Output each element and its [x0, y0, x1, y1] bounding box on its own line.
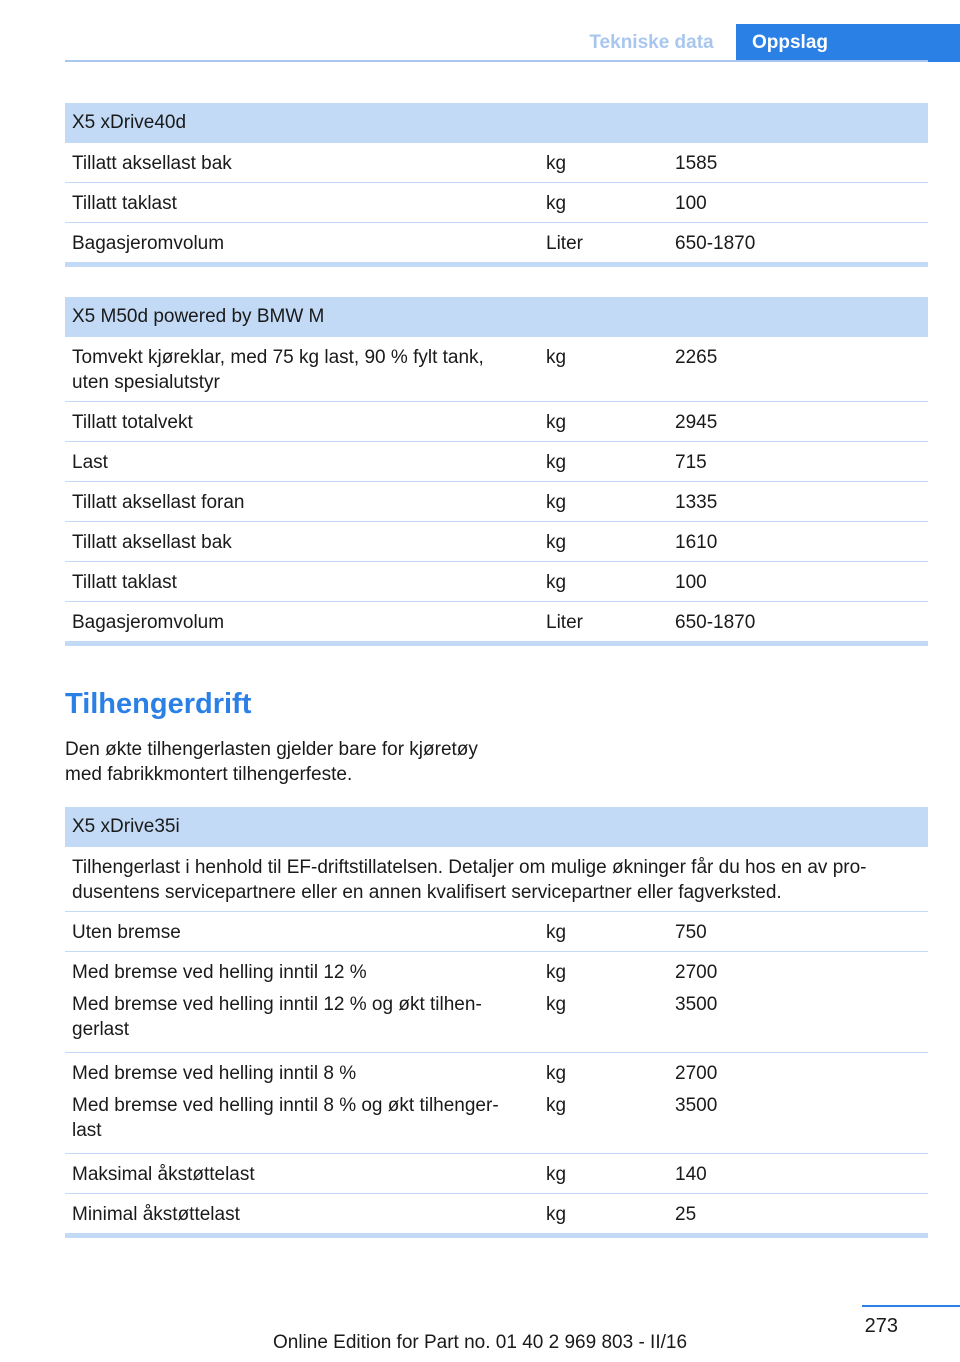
row-value: 3500 — [675, 1095, 718, 1116]
row-unit: kg — [546, 452, 567, 473]
row-label: Tillatt aksellast bak — [72, 153, 232, 174]
header-divider — [65, 60, 928, 62]
row-value: 1335 — [675, 492, 718, 513]
row-unit: Liter — [546, 233, 583, 254]
row-label: Med bremse ved helling inntil 8 % og økt tilhengerlast — [72, 1095, 499, 1141]
row-unit: kg — [546, 1095, 567, 1116]
row-unit: kg — [546, 994, 567, 1015]
row-value: 1610 — [675, 532, 718, 553]
row-value: 140 — [675, 1164, 707, 1185]
table-subrow — [65, 985, 928, 1042]
row-value: 650-1870 — [675, 233, 756, 254]
row-value: 25 — [675, 1204, 697, 1225]
header-tab-tekniske-data[interactable]: Tekniske data — [589, 32, 714, 53]
table-row — [65, 183, 928, 223]
section-text: Den økte tilhengerlasten gjelder bare for kjøretøy med fabrikkmontert tilhengerfeste. — [65, 739, 478, 785]
table-footer-bar — [65, 641, 928, 646]
table-row-group — [65, 1053, 928, 1154]
row-label: Last — [72, 452, 108, 473]
table-x5-xdrive35i — [65, 807, 928, 1238]
table-row — [65, 912, 928, 952]
row-unit: kg — [546, 412, 567, 433]
table-x5-xdrive40d — [65, 103, 928, 267]
table-row — [65, 223, 928, 262]
table-row — [65, 1154, 928, 1194]
row-value: 2700 — [675, 962, 718, 983]
row-label: Tillatt taklast — [72, 193, 177, 214]
row-label: Bagasjeromvolum — [72, 612, 225, 633]
row-unit: kg — [546, 532, 567, 553]
row-unit: kg — [546, 193, 567, 214]
edition-footer: Online Edition for Part no. 01 40 2 969 803 - II/16 — [272, 1332, 688, 1353]
table-row — [65, 482, 928, 522]
row-label: Med bremse ved helling inntil 12 % og økt tilhengerlast — [72, 994, 482, 1040]
row-value: 650-1870 — [675, 612, 756, 633]
row-unit: kg — [546, 492, 567, 513]
table-row — [65, 1194, 928, 1233]
row-label: Maksimal åkstøttelast — [72, 1164, 255, 1185]
row-label: Minimal åkstøttelast — [72, 1204, 240, 1225]
page-number-rule — [862, 1305, 960, 1307]
row-unit: kg — [546, 1164, 567, 1185]
row-value: 1585 — [675, 153, 718, 174]
row-label: Tillatt totalvekt — [72, 412, 193, 433]
row-value: 3500 — [675, 994, 718, 1015]
row-unit: kg — [546, 153, 567, 174]
row-label: Med bremse ved helling inntil 8 % — [72, 1063, 357, 1084]
table-row — [65, 442, 928, 482]
table-footer-bar — [65, 1233, 928, 1238]
row-label: Uten bremse — [72, 922, 181, 943]
row-value: 2945 — [675, 412, 718, 433]
table-row — [65, 602, 928, 641]
row-label: Tomvekt kjøreklar, med 75 kg last, 90 % fylt tank, uten spesialutstyr — [72, 347, 484, 393]
table-note: Tilhengerlast i henhold til EF-driftstillatelsen. Detaljer om mulige økninger får du hos en av produsentens servicepartnere eller en annen kvalifisert servicepartner eller fagverksted. — [65, 847, 928, 912]
table-row — [65, 522, 928, 562]
table-row — [65, 143, 928, 183]
row-label: Tillatt taklast — [72, 572, 177, 593]
table-title: X5 M50d powered by BMW M — [65, 297, 928, 337]
table-x5-m50d — [65, 297, 928, 646]
row-value: 715 — [675, 452, 707, 473]
section-title: Tilhengerdrift — [65, 688, 252, 720]
row-unit: kg — [546, 922, 567, 943]
table-title: X5 xDrive40d — [65, 103, 928, 143]
row-unit: kg — [546, 962, 567, 983]
row-label: Bagasjeromvolum — [72, 233, 225, 254]
table-subrow — [65, 1061, 928, 1086]
row-unit: kg — [546, 1204, 567, 1225]
table-subrow — [65, 960, 928, 985]
row-value: 100 — [675, 193, 707, 214]
row-unit: kg — [546, 572, 567, 593]
row-label: Med bremse ved helling inntil 12 % — [72, 962, 367, 983]
row-unit: Liter — [546, 612, 583, 633]
row-value: 100 — [675, 572, 707, 593]
page-number: 273 — [864, 1315, 898, 1337]
table-footer-bar — [65, 262, 928, 267]
table-subrow — [65, 1086, 928, 1143]
row-unit: kg — [546, 347, 567, 368]
header-tab-oppslag[interactable]: Oppslag — [736, 24, 960, 62]
row-value: 750 — [675, 922, 707, 943]
row-unit: kg — [546, 1063, 567, 1084]
row-label: Tillatt aksellast foran — [72, 492, 245, 513]
row-value: 2265 — [675, 347, 718, 368]
table-row — [65, 337, 928, 402]
table-row-group — [65, 952, 928, 1053]
table-row — [65, 562, 928, 602]
table-row — [65, 402, 928, 442]
row-value: 2700 — [675, 1063, 718, 1084]
table-title: X5 xDrive35i — [65, 807, 928, 847]
row-label: Tillatt aksellast bak — [72, 532, 232, 553]
